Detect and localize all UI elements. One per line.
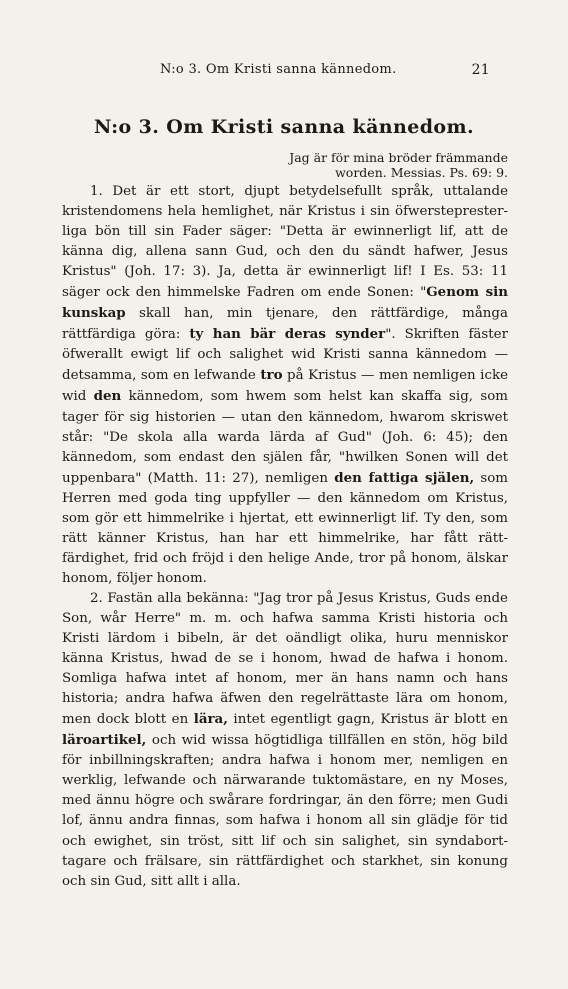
epigraph-line-1: Jag är för mina bröder främmande bbox=[289, 150, 508, 165]
bold-segment: ty han bär deras synder bbox=[189, 326, 386, 343]
bold-segment: lära, bbox=[193, 711, 228, 728]
bold-segment: den bbox=[93, 388, 122, 405]
bold-segment: läroartikel, bbox=[62, 732, 147, 749]
text-segment: Fastän alla bekänna: "Jag tror på Jesus Kristus, Guds ende Son, wår Herre" m. m. och hafwa samma Kristi historia och Kristi lärdom i bibeln, är det oändligt olika, huru menniskor känna Kristus, hwad de se i honom, hwad de hafwa i honom. Somliga hafwa intet af honom, mer än hans namn och hans historia; andra hafwa äfwen den regelrättaste lära om honom, men dock blott en bbox=[62, 590, 508, 728]
paragraph-2 bbox=[62, 589, 508, 892]
chapter-title: N:o 3. Om Kristi sanna kännedom. bbox=[94, 116, 474, 138]
body-text bbox=[62, 182, 508, 892]
text-segment: på Kristus — men nemligen icke wid bbox=[62, 368, 508, 405]
text-segment: som Herren med goda ting uppfyller — den kännedom om Kristus, som gör ett himmelrike i hjertat, ett ewinnerligt lif. Ty den, som rätt känner Kristus, han har ett himmelrike, har fått rättfärdighet, frid och fröjd i den helige Ande, tror på honom, älskar honom, följer honom. bbox=[62, 470, 508, 586]
text-segment: skall han, min tjenare, den rättfärdige, många rättfärdiga göra: bbox=[62, 306, 508, 343]
epigraph bbox=[248, 150, 508, 180]
epigraph-line-2: worden. Messias. Ps. 69: 9. bbox=[335, 165, 508, 180]
text-segment: ". Skriften fäster öfwerallt ewigt lif och salighet wid Kristi sanna kännedom — detsamma, som en lefwande bbox=[62, 327, 508, 384]
running-title: N:o 3. Om Kristi sanna kännedom. bbox=[160, 62, 397, 77]
paragraph-number: 2. bbox=[90, 590, 103, 606]
bold-segment: tro bbox=[260, 367, 283, 384]
bold-segment: den fattiga själen, bbox=[334, 469, 475, 486]
paragraph-1 bbox=[62, 182, 508, 589]
text-segment: kännedom, som hwem som helst kan skaffa sig, som tager för sig historien — utan den kännedom, hwarom skriswet står: "De skola alla warda lärda af Gud" (Joh. 6: 45); den kännedom, som endast den själen får, "hwilken Sonen will det uppenbara" (Matth. 11: 27), nemligen bbox=[62, 389, 508, 486]
page-number: 21 bbox=[471, 62, 490, 78]
bold-segment: Genom sin kunskap bbox=[62, 284, 508, 322]
text-segment: intet egentligt gagn, Kristus är blott en bbox=[227, 712, 509, 728]
text-segment: och wid wissa högtidliga tillfällen en stön, hög bild för inbillningskraften; andra hafwa i honom mer, nemligen en werklig, lefwande och närwarande tuktomästare, en ny Moses, med ännu högre och swårare fordringar, än den förre; men Gudi lof, ännu andra finnas, som hafwa i honom all sin glädje för tid och ewighet, sin tröst, sitt lif och sin salighet, sin syndaborttagare och frälsare, sin rättfärdighet och starkhet, sin konung och sin Gud, sitt allt i alla. bbox=[62, 733, 508, 889]
text-segment: Det är ett stort, djupt betydelsefullt språk, uttalande kristendomens hela hemlighet, när Kristus i sin öfwerstepresterliga bön till sin Fader säger: "Detta är ewinnerligt lif, att de känna dig, allena sann Gud, och den du sändt hafwer, Jesus Kristus" (Joh. 17: 3). Ja, detta är ewinnerligt lif! I Es. 53: 11 säger ock den himmelske Fadren om ende Sonen: " bbox=[62, 184, 508, 301]
paragraph-number: 1. bbox=[90, 184, 103, 199]
